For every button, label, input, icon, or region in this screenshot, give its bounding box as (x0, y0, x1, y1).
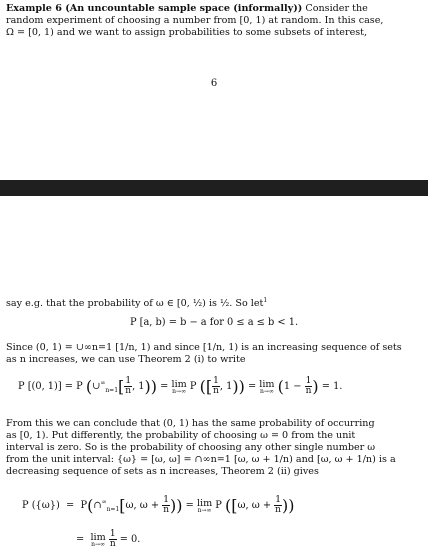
eq2-frac-1: $\frac{1}{n}$ (125, 376, 132, 396)
equation-3: P $(\{\omega\}) = P(\cap^\infty_{n=1}[\omega$, ω + $\frac{1}{n}$ )) = lim n→∞ P ([ω, ω + $\frac{1}{n}$ )) (22, 495, 295, 515)
eq2-paren-open: ( (85, 377, 93, 396)
from-line4: from the unit interval: {ω} = [ω, ω] = ∩∞n=1 [ω, ω + 1/n) and [ω, ω + 1/n) is a (6, 454, 396, 465)
example-line1-rest: Consider the (302, 3, 368, 14)
from-line1: From this we can conclude that (0, 1) has the same probability of occurring (6, 418, 375, 429)
eq4-frac: $\frac{1}{n}$ (109, 529, 116, 549)
footnote-mark: 1 (263, 297, 268, 304)
page-divider (0, 180, 428, 196)
example-line2: random experiment of choosing a number from [0, 1) at random. In this case, (6, 15, 384, 26)
eq2-end: = 1. (321, 381, 343, 392)
eq2-frac-2: $\frac{1}{n}$ (213, 376, 219, 396)
since-line2: as n increases, we can use Theorem 2 (i) to write (6, 354, 246, 365)
example-line3: Ω = [0, 1) and we want to assign probabilities to some subsets of interest, (6, 27, 368, 38)
say-line (6, 295, 418, 310)
example-paragraph (6, 3, 418, 39)
since-paragraph (6, 342, 418, 366)
from-line2: as [0, 1). Put differently, the probability of choosing ω = 0 from the unit (6, 430, 356, 441)
eq3-equals: = (66, 500, 75, 511)
equation-1: P [a, b) = b − a for 0 ≤ a ≤ b < 1. (129, 317, 299, 328)
example-heading: Example 6 (An uncountable sample space (informally)) (6, 3, 303, 14)
eq4-lim: lim n→∞ (90, 532, 106, 548)
eq4-equals: = (76, 534, 85, 545)
bottom-page (0, 196, 428, 558)
equation-4 (76, 530, 140, 549)
eq3-left: P ({ω}) (22, 500, 60, 511)
top-page (0, 0, 428, 180)
from-line3: interval is zero. So is the probability of choosing any other single number ω (6, 442, 376, 453)
from-paragraph (6, 418, 418, 478)
from-line5: decreasing sequence of sets as n increases, Theorem 2 (ii) gives (6, 466, 319, 477)
eq2-left: P [(0, 1)] = P (18, 381, 83, 392)
eq3-p: P (80, 500, 88, 511)
say-line-text: say e.g. that the probability of ω ∈ [0, ½) is ½. So let (6, 298, 264, 310)
eq2-frac-3: $\frac{1}{n}$ (305, 376, 312, 396)
since-line1: Since (0, 1) = ∪∞n=1 [1/n, 1) and since [1/n, 1) is an increasing sequence of sets (6, 342, 402, 353)
eq4-end: = 0. (119, 534, 141, 545)
page-number: 6 (210, 78, 218, 89)
eq2-mid: = lim n→∞ P (160, 379, 197, 395)
equation-2: P [(0, 1)] = P ($\cup^\infty_{n=1}$[ $\frac{1}{n}$ , 1)) = lim n→∞ P ([ $\frac{1}{n}$ , 1)) = lim n→∞ (1 − $\frac{1}{n}$ ) = 1. (18, 376, 343, 396)
eq3-frac-2: $\frac{1}{n}$ (275, 495, 281, 515)
eq3-frac-1: $\frac{1}{n}$ (163, 495, 169, 515)
